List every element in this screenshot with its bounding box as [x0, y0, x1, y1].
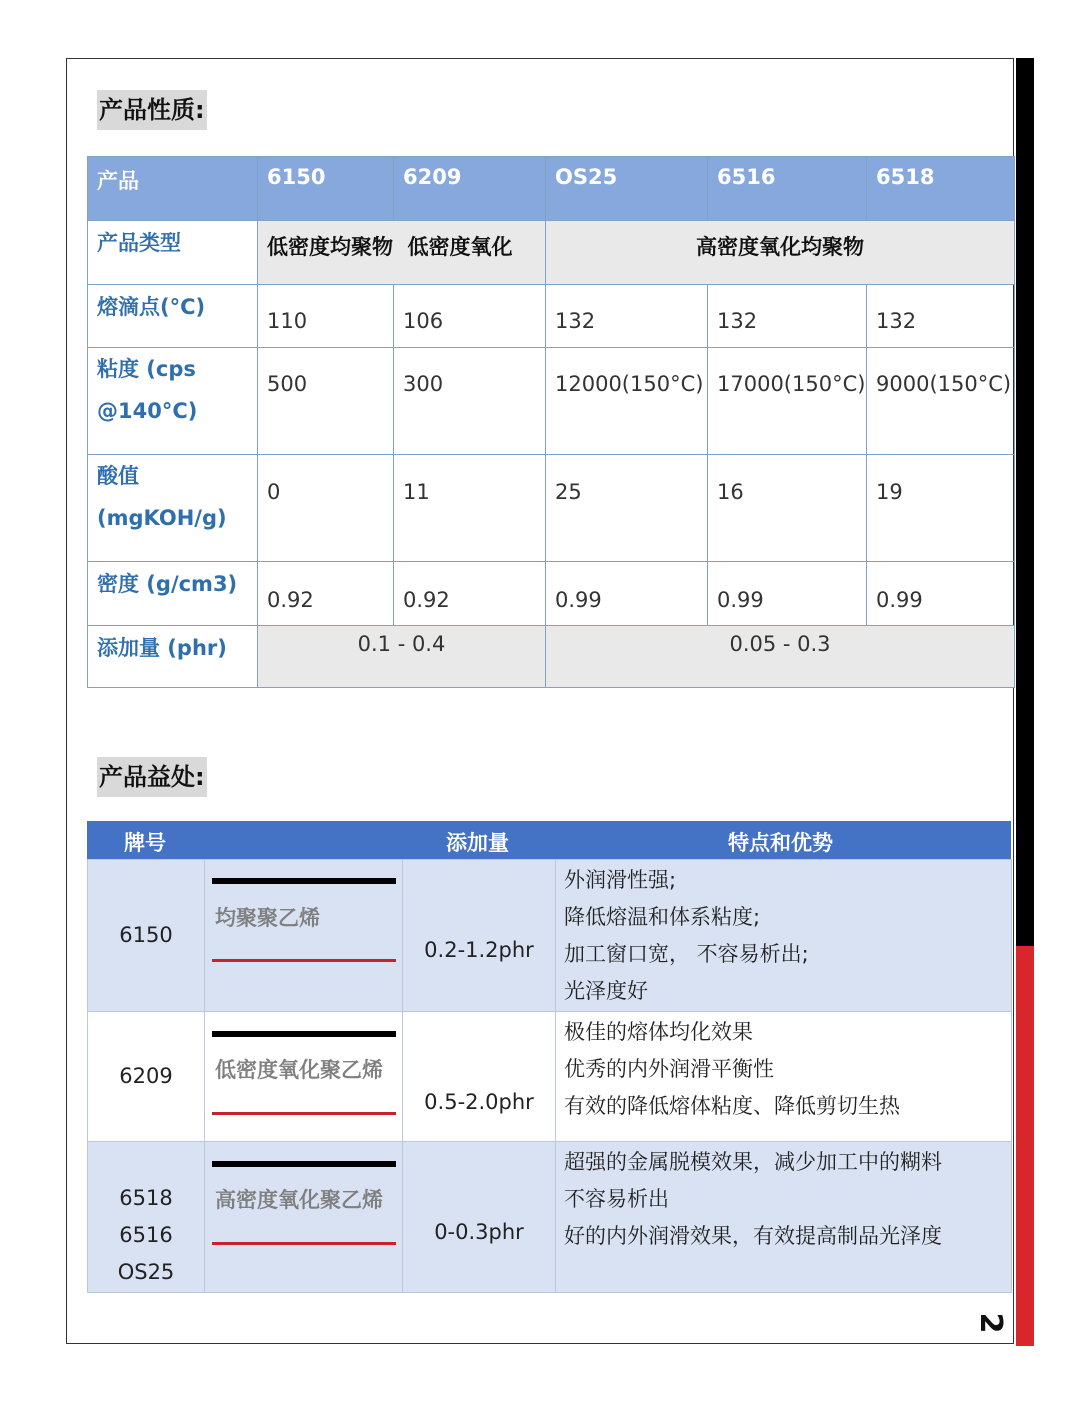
value-cell: 110: [258, 285, 394, 348]
feature-line: 不容易析出: [564, 1187, 669, 1211]
value-cell: 17000(150°C): [708, 348, 867, 455]
header-cell: 6518: [867, 157, 1015, 221]
value-cell: 25: [546, 455, 708, 562]
side-bar-red: [1016, 946, 1034, 1346]
value-cell: 0.05 - 0.3: [546, 626, 1015, 688]
feature-line: 极佳的熔体均化效果: [564, 1020, 753, 1044]
row-label-line: 粘度 (cps: [97, 357, 196, 381]
brand-code: 6209: [119, 1063, 173, 1088]
section-heading-properties: 产品性质:: [97, 90, 207, 130]
brand-code-cell: [88, 1012, 205, 1142]
value-cell: 0.92: [394, 562, 546, 626]
value-cell: 11: [394, 455, 546, 562]
density-row: [88, 562, 1015, 626]
brand-code: 6150: [119, 922, 173, 947]
product-name-cell: [205, 860, 403, 1012]
row-label-line: @140°C): [97, 399, 198, 423]
row-label-line: 酸值: [97, 464, 139, 488]
brand-code: OS25: [117, 1260, 175, 1284]
header-cell: 6209: [394, 157, 546, 221]
value-cell: 0.99: [867, 562, 1015, 626]
header-cell: 产品: [88, 157, 258, 221]
feature-line: 优秀的内外润滑平衡性: [564, 1057, 774, 1081]
dosage-row: [88, 626, 1015, 688]
type-cell: 低密度氧化: [394, 221, 546, 285]
dose-cell: 0-0.3phr: [403, 1142, 556, 1293]
value-cell: 0: [258, 455, 394, 562]
features-cell: [556, 1142, 1012, 1293]
feature-line: 有效的降低熔体粘度、降低剪切生热: [564, 1094, 900, 1118]
product-name: 均聚聚乙烯: [215, 906, 320, 930]
row-label: 密度 (g/cm3): [88, 562, 258, 626]
black-rule: [212, 878, 396, 884]
value-cell: 500: [258, 348, 394, 455]
row-label-line: (mgKOH/g): [97, 506, 227, 530]
red-rule: [212, 1112, 396, 1115]
header-brand: 牌号: [124, 831, 166, 855]
product-name-cell: [205, 1012, 403, 1142]
row-label: 产品类型: [88, 221, 258, 285]
value-cell: 0.99: [546, 562, 708, 626]
brand-code: 6516: [119, 1223, 173, 1247]
feature-line: 降低熔温和体系粘度;: [564, 905, 761, 929]
properties-table: [87, 156, 1015, 688]
row-label: 熔滴点(°C): [88, 285, 258, 348]
value-cell: 12000(150°C): [546, 348, 708, 455]
benefits-table: [87, 859, 1012, 1293]
product-name: 低密度氧化聚乙烯: [215, 1058, 383, 1082]
value-cell: 0.1 - 0.4: [258, 626, 546, 688]
benefits-header: [87, 821, 1011, 859]
section-heading-benefits: 产品益处:: [97, 757, 207, 797]
features-cell: [556, 1012, 1012, 1142]
value-cell: 16: [708, 455, 867, 562]
value-cell: 0.92: [258, 562, 394, 626]
feature-line: 加工窗口宽， 不容易析出;: [564, 942, 809, 966]
feature-line: 外润滑性强;: [564, 868, 677, 892]
properties-header-row: [88, 157, 1015, 221]
feature-line: 光泽度好: [564, 979, 648, 1003]
row-label: [88, 455, 258, 562]
feature-line: 好的内外润滑效果，有效提高制品光泽度: [564, 1224, 942, 1248]
header-dose: 添加量: [446, 831, 509, 855]
value-cell: 19: [867, 455, 1015, 562]
page-number: 2: [973, 1312, 1008, 1334]
value-cell: 0.99: [708, 562, 867, 626]
black-rule: [212, 1161, 396, 1167]
side-bar-black: [1016, 58, 1034, 946]
table-row: [88, 860, 1012, 1012]
value-cell: 132: [867, 285, 1015, 348]
value-cell: 9000(150°C): [867, 348, 1015, 455]
dose-cell: 0.5-2.0phr: [403, 1012, 556, 1142]
type-cell: 低密度均聚物: [258, 221, 394, 285]
melting-point-row: [88, 285, 1015, 348]
black-rule: [212, 1031, 396, 1037]
features-cell: [556, 860, 1012, 1012]
brand-code-cell: [88, 860, 205, 1012]
header-cell: 6150: [258, 157, 394, 221]
value-cell: 106: [394, 285, 546, 348]
feature-line: 超强的金属脱模效果，减少加工中的糊料: [564, 1150, 942, 1174]
brand-code-cell: [88, 1142, 205, 1293]
header-cell: 6516: [708, 157, 867, 221]
red-rule: [212, 1242, 396, 1245]
red-rule: [212, 959, 396, 962]
header-features: 特点和优势: [728, 831, 833, 855]
header-cell: OS25: [546, 157, 708, 221]
value-cell: 300: [394, 348, 546, 455]
product-name-cell: [205, 1142, 403, 1293]
product-name: 高密度氧化聚乙烯: [215, 1188, 383, 1212]
table-row: [88, 1012, 1012, 1142]
product-type-row: [88, 221, 1015, 285]
value-cell: 132: [708, 285, 867, 348]
table-row: [88, 1142, 1012, 1293]
dose-cell: 0.2-1.2phr: [403, 860, 556, 1012]
type-cell: 高密度氧化均聚物: [546, 221, 1015, 285]
value-cell: 132: [546, 285, 708, 348]
brand-code: 6518: [119, 1186, 173, 1210]
acid-value-row: [88, 455, 1015, 562]
row-label: [88, 348, 258, 455]
viscosity-row: [88, 348, 1015, 455]
row-label: 添加量 (phr): [88, 626, 258, 688]
